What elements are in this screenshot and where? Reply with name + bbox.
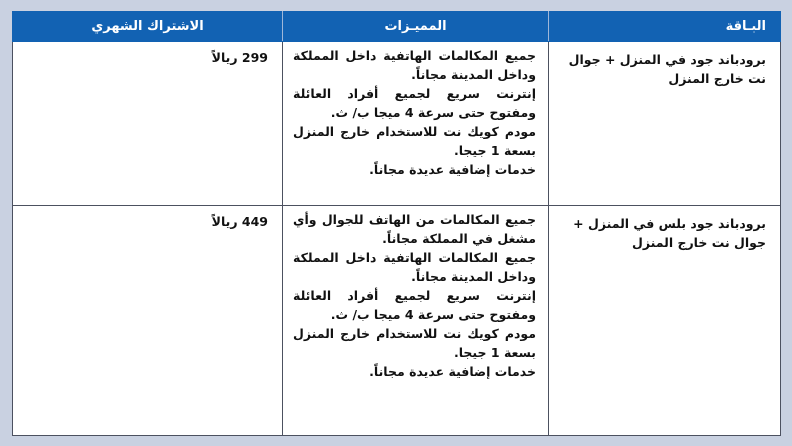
header-package: البـاقة xyxy=(549,12,781,42)
table-row xyxy=(13,206,781,436)
header-price: الاشتراك الشهري xyxy=(13,12,283,42)
feature-item: خدمات إضافية عديدة مجاناً. xyxy=(369,364,536,379)
feature-item: مودم كويك نت للاستخدام خارج المنزل بسعة 1 جيجا. xyxy=(293,326,536,360)
table-row xyxy=(13,42,781,206)
feature-item: إنترنت سريع لجميع أفراد العائلة ومفتوح حتى سرعة 4 ميجا ب/ ث. xyxy=(293,288,536,322)
features-list xyxy=(283,206,549,436)
feature-item: إنترنت سريع لجميع أفراد العائلة ومفتوح حتى سرعة 4 ميجا ب/ ث. xyxy=(293,86,536,120)
feature-item: جميع المكالمات الهاتفية داخل المملكة وداخل المدينة مجاناً. xyxy=(293,250,536,284)
feature-item: جميع المكالمات الهاتفية داخل المملكة وداخل المدينة مجاناً. xyxy=(293,48,536,82)
monthly-price: 449 ريالاً xyxy=(13,206,283,436)
features-list xyxy=(283,42,549,206)
package-name: برودباند جود في المنزل + جوال نت خارج المنزل xyxy=(549,42,781,206)
feature-item: مودم كويك نت للاستخدام خارج المنزل بسعة 1 جيجا. xyxy=(293,124,536,158)
monthly-price: 299 ريالاً xyxy=(13,42,283,206)
header-features: المميـزات xyxy=(283,12,549,42)
feature-item: جميع المكالمات من الهاتف للجوال وأي مشغل في المملكة مجاناً. xyxy=(293,212,536,246)
feature-item: خدمات إضافية عديدة مجاناً. xyxy=(369,162,536,177)
package-name: برودباند جود بلس في المنزل + جوال نت خارج المنزل xyxy=(549,206,781,436)
table-header-row xyxy=(13,12,781,42)
packages-table xyxy=(12,11,781,436)
